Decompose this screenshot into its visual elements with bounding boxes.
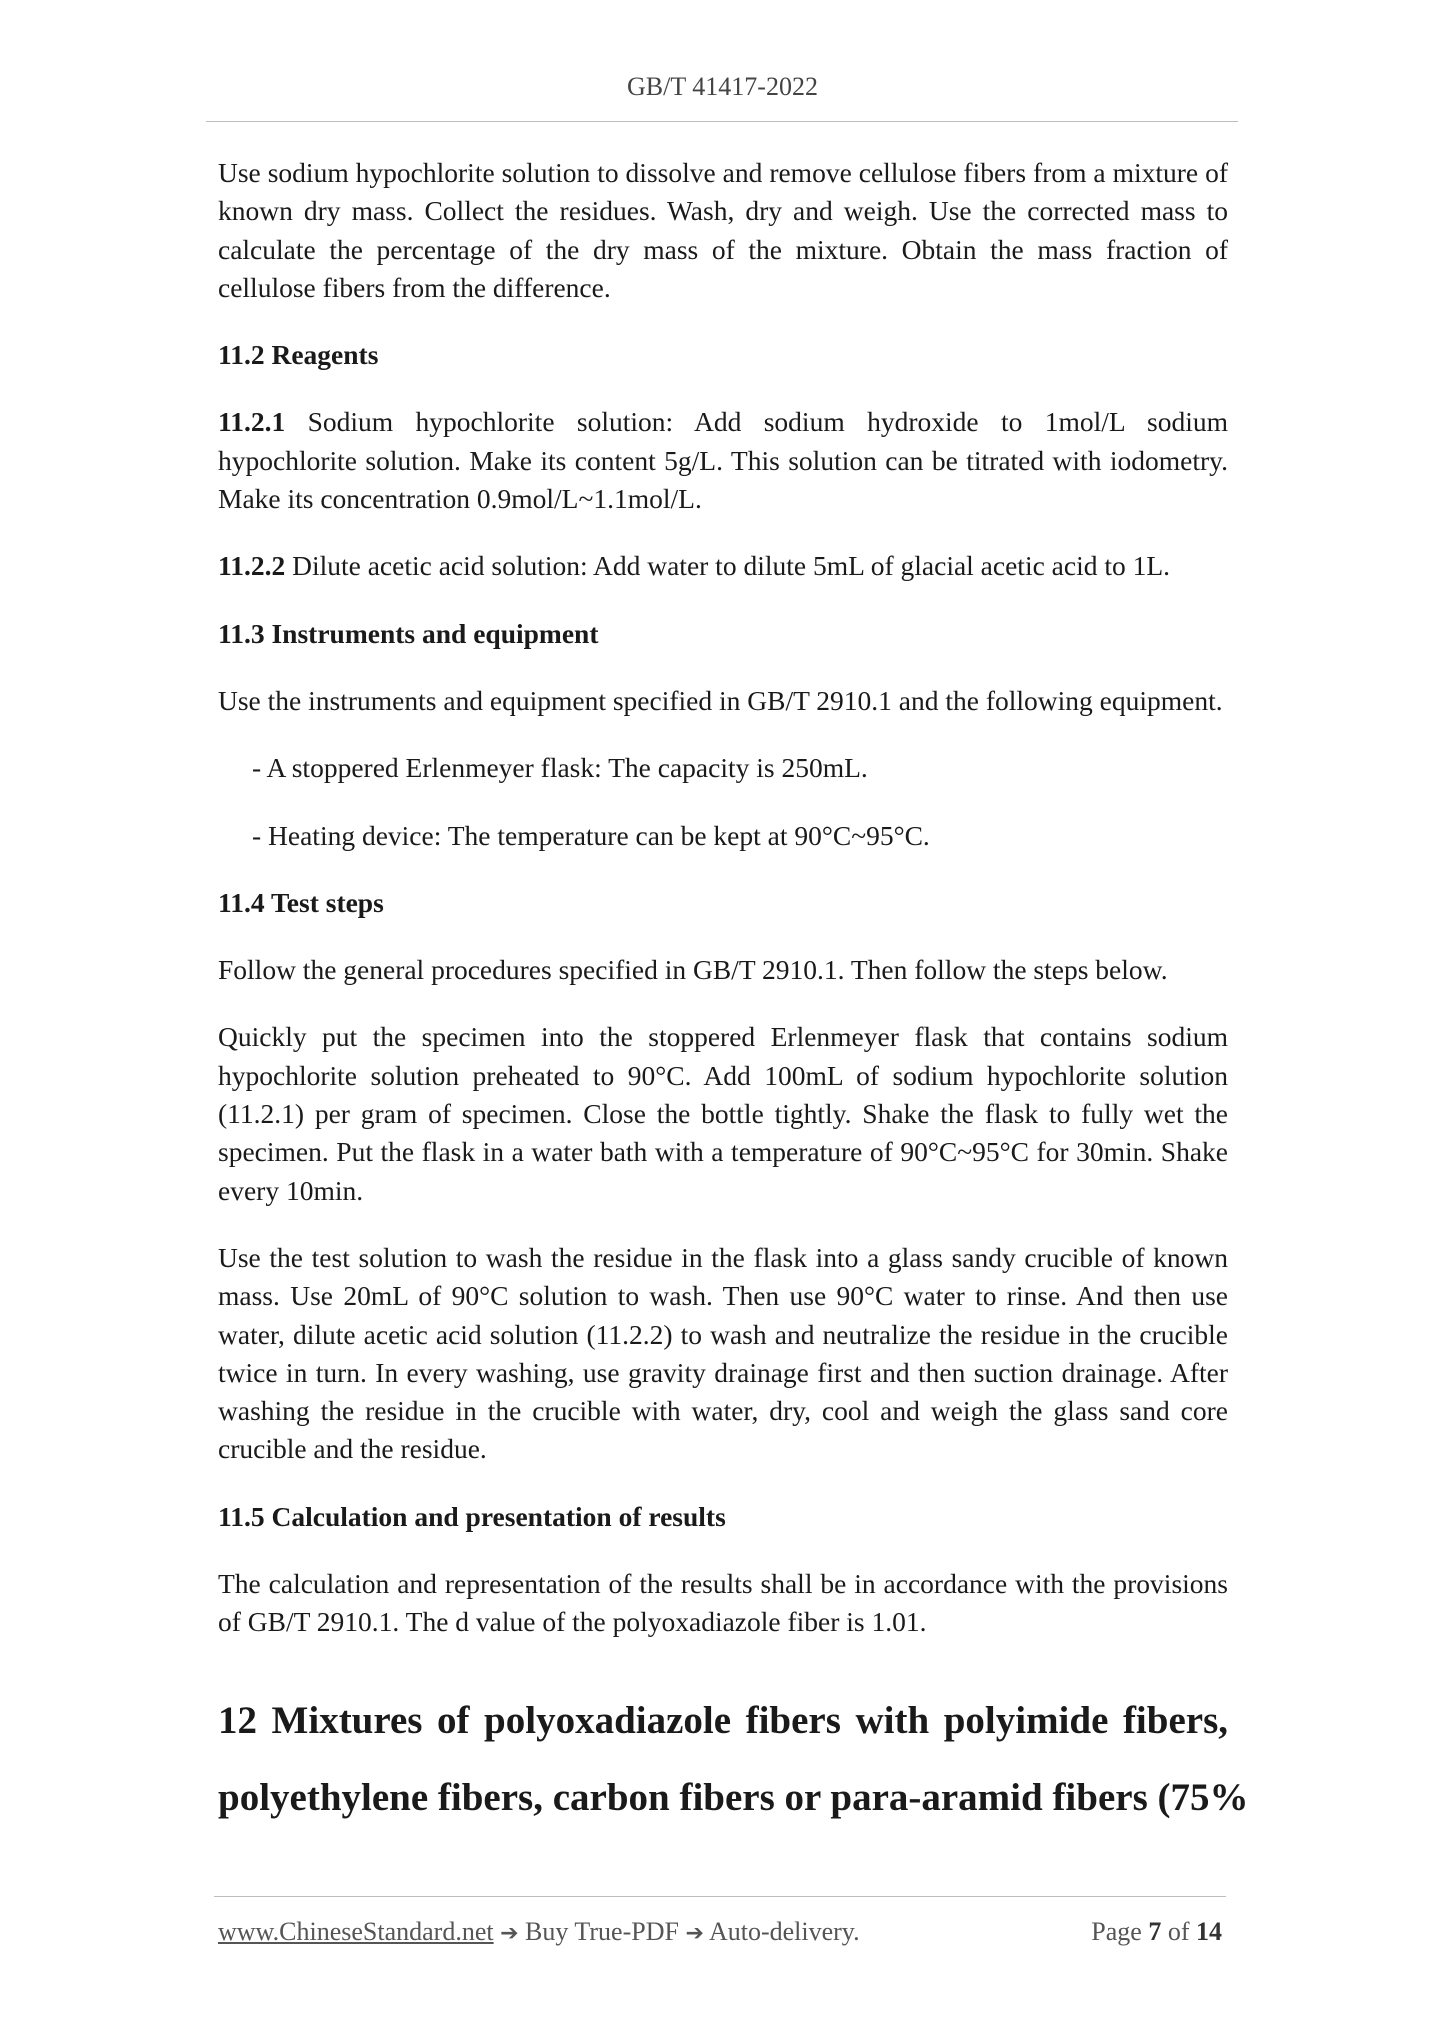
page-number: [1091, 1917, 1222, 1947]
section-11-3-paragraph: Use the instruments and equipment specified in GB/T 2910.1 and the following equipment.: [218, 684, 1223, 716]
delivery-text: Auto-delivery.: [708, 1917, 860, 1946]
page-current: 7: [1148, 1917, 1162, 1946]
buy-pdf-link[interactable]: Buy True-PDF: [525, 1917, 679, 1946]
arrow-right-icon: ➔: [685, 1921, 704, 1946]
clause-11-2-2: [218, 547, 1228, 585]
site-link[interactable]: www.ChineseStandard.net: [218, 1917, 494, 1946]
standard-id: GB/T 41417-2022: [627, 72, 818, 101]
section-11-3-heading: 11.3 Instruments and equipment: [218, 617, 599, 649]
section-11-4-paragraph-3: Use the test solution to wash the residue in the flask into a glass sandy crucible of known mass. Use 20mL of 90°C solution to wash. Then use 90°C water to rinse. And then use water, dilute acetic acid solution (11.2.2) to wash and neutralize the residue in the crucible twice in turn. In every washing, use gravity drainage first and then suction drainage. After washing the residue in the crucible with water, dry, cool and weigh the glass sand core crucible and the residue.: [218, 1241, 1228, 1465]
page-of: of: [1167, 1917, 1190, 1946]
clause-11-2-2-text: Dilute acetic acid solution: Add water to dilute 5mL of glacial acetic acid to 1L.: [285, 550, 1171, 582]
section-11-4-paragraph-2: Quickly put the specimen into the stoppered Erlenmeyer flask that contains sodium hypochlorite solution preheated to 90°C. Add 100mL of sodium hypochlorite solution (11.2.1) per gram of specimen. Close the bottle tightly. Shake the flask to fully wet the specimen. Put the flask in a water bath with a temperature of 90°C~95°C for 30min. Shake every 10min.: [218, 1021, 1228, 1206]
arrow-right-icon: ➔: [500, 1921, 519, 1946]
page-footer: [218, 1917, 1222, 1947]
section-11-5-paragraph: The calculation and representation of the results shall be in accordance with the provisions of GB/T 2910.1. The d value of the polyoxadiazole fiber is 1.01.: [218, 1568, 1228, 1638]
page-total: 14: [1196, 1917, 1222, 1946]
section-11-5-heading: 11.5 Calculation and presentation of results: [218, 1500, 726, 1532]
running-header: [0, 72, 1445, 102]
footer-divider: [214, 1896, 1226, 1897]
header-divider: [206, 121, 1238, 122]
clause-11-2-1: [218, 403, 1228, 518]
equipment-item-heating: - Heating device: The temperature can be kept at 90°C~95°C.: [252, 819, 930, 851]
section-11-4-paragraph-1: Follow the general procedures specified in GB/T 2910.1. Then follow the steps below.: [218, 954, 1168, 986]
section-12-heading-line-2: polyethylene fibers, carbon fibers or para-aramid fibers (75%: [218, 1775, 1249, 1819]
section-11-4-heading: 11.4 Test steps: [218, 886, 384, 918]
section-12-heading-line-1: 12 Mixtures of polyoxadiazole fibers with polyimide fibers,: [218, 1698, 1228, 1742]
clause-11-2-1-number: 11.2.1: [218, 406, 286, 438]
clause-11-2-2-number: 11.2.2: [218, 550, 286, 582]
page-label: Page: [1091, 1917, 1142, 1946]
equipment-item-flask: - A stoppered Erlenmeyer flask: The capacity is 250mL.: [252, 752, 868, 784]
clause-11-2-1-text: Sodium hypochlorite solution: Add sodium hydroxide to 1mol/L sodium hypochlorite solution. Make its content 5g/L. This solution can be titrated with iodometry. Make its concentration 0.9mol/L~1.1mol/L.: [218, 406, 1228, 515]
section-12-heading: [218, 1682, 1249, 1836]
document-body: [218, 154, 1249, 1836]
section-11-2-heading: 11.2 Reagents: [218, 339, 379, 371]
intro-paragraph: Use sodium hypochlorite solution to dissolve and remove cellulose fibers from a mixture of known dry mass. Collect the residues. Wash, dry and weigh. Use the corrected mass to calculate the percentage of the dry mass of the mixture. Obtain the mass fraction of cellulose fibers from the difference.: [218, 157, 1228, 303]
